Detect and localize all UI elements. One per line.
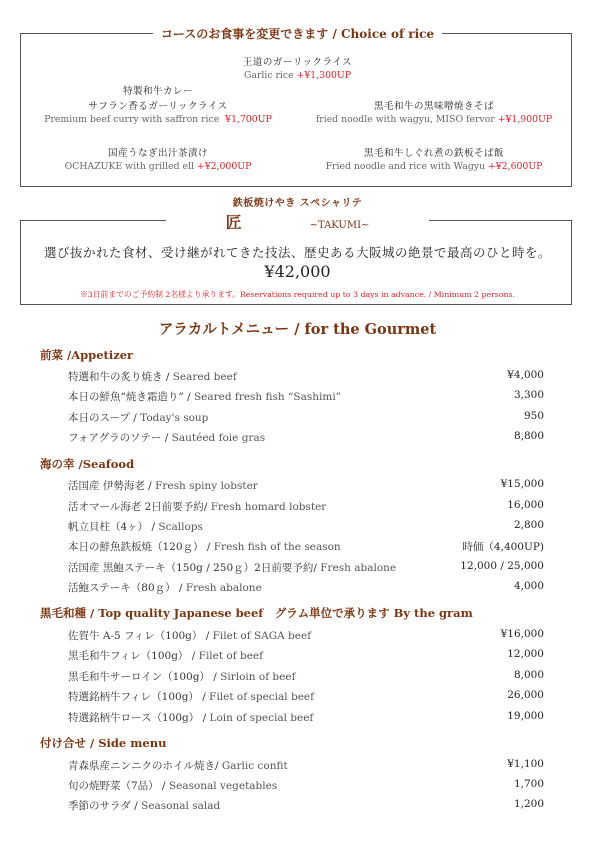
menu-item: 青森県産ニンニクのホイル焼き/ Garlic confit ¥1,100 [68,758,544,772]
menu-item: 黒毛和牛フィレ（100g） / Filet of beef 12,000 [68,648,544,662]
menu-item: 本日の鮮魚鉄板焼（120ｇ） / Fresh fish of the season 時価（4,400UP) [68,541,544,553]
menu-item: 季節のサラダ / Seasonal salad 1,200 [68,798,544,812]
menu-item: 活国産 伊勢海老 / Fresh spiny lobster ¥15,000 [68,478,544,492]
rice-option-yakisoba: 黒毛和牛の黒味噌焼きそば fried noodle with wagyu, MISO fervor +¥1,900UP [315,101,553,125]
rice-choice-title: コースのお食事を変更できます / Choice of rice [0,23,595,42]
menu-item: 帆立貝柱（4ヶ） / Scallops 2,800 [68,519,544,533]
menu-item: 特選銘柄牛ロース（100g） / Loin of special beef 19,000 [68,710,544,724]
rice-option-ochazuke: 国産うなぎ出汁茶漬け OCHAZUKE with grilled ell +¥2,000UP [64,148,252,172]
menu-item: 特選和牛の炙り焼き / Seared beef ¥4,000 [68,369,544,383]
menu-item: 本日のスープ / Today's soup 950 [68,410,544,424]
menu-item: 旬の焼野菜（7品） / Seasonal vegetables 1,700 [68,778,544,792]
menu-item: 活オマール海老 2日前要予約/ Fresh homard lobster 16,000 [68,499,544,513]
rice-option-garlic: 王道のガーリックライス Garlic rice +¥1,300UP [242,57,353,81]
takumi-description: 選び抜かれた食材、受け継がれてきた技法、歴史ある大阪城の絶景で最高のひと時を。 [43,245,551,260]
menu-item: 黒毛和牛サーロイン（100g） / Sirloin of beef 8,000 [68,669,544,683]
menu-item: 活国産 黒鮑ステーキ（150g / 250ｇ）2日前要予約/ Fresh abalone 12,000 / 25,000 [68,560,544,574]
section-title-side-menu: 付け合せ / Side menu [40,736,167,750]
takumi-price: ¥42,000 [264,262,331,281]
takumi-title: 匠 ~TAKUMI~ [0,210,595,233]
menu-item: フォアグラのソテー / Sautéed foie gras 8,800 [68,430,544,444]
menu-item: 特選銘柄牛フィレ（100g） / Filet of special beef 26,000 [68,689,544,703]
takumi-reservation-note: ※3日前までのご予約制 2名様より承ります。Reservations required up to 3 days in advance. / Minimum 2 persons. [79,290,516,299]
menu-item: 活鮑ステーキ（80ｇ） / Fresh abalone 4,000 [68,580,544,594]
section-title-beef: 黒毛和種 / Top quality Japanese beef グラム単位で承ります By the gram [40,606,473,620]
menu-item: 佐賀牛 A-5 フィレ（100g） / Filet of SAGA beef ¥16,000 [68,628,544,642]
section-title-seafood: 海の幸 /Seafood [40,457,135,471]
menu-item: 本日の鮮魚“焼き霜造り” / Seared fresh fish “Sashimi” 3,300 [68,389,544,403]
section-title-appetizer: 前菜 /Appetizer [40,348,134,362]
rice-option-curry: 特製和牛カレー サフラン香るガーリックライス Premium beef curry with saffron rice ¥1,700UP [44,86,272,125]
rice-option-sobameshi: 黒毛和牛しぐれ煮の鉄板そば飯 Fried noodle and rice with Wagyu +¥2,600UP [325,148,543,172]
alacarte-title: アラカルトメニュー / for the Gourmet [158,321,437,338]
takumi-subtitle: 鉄板焼けやき スペシャリテ [232,198,363,209]
